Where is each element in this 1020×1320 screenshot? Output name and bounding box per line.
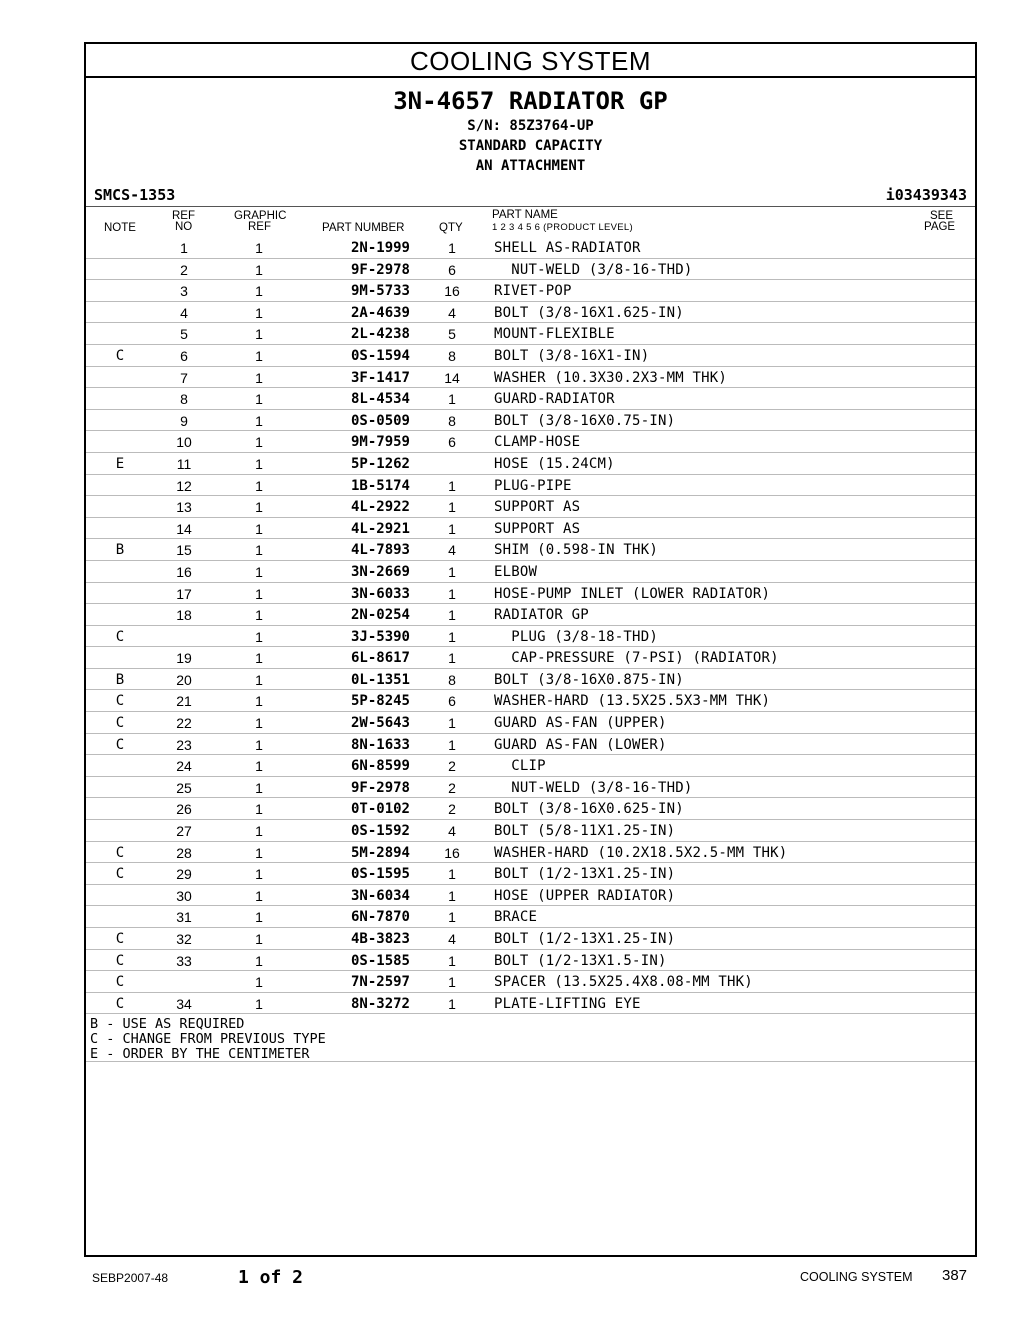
note-cell: C (115, 347, 125, 364)
ref-no-cell: 13 (176, 499, 192, 516)
ref-no-cell: 11 (176, 455, 192, 472)
part-name-cell: SUPPORT AS (494, 520, 581, 537)
ref-no-cell: 17 (176, 585, 192, 602)
qty-cell: 4 (448, 823, 456, 840)
part-number-cell: 1B-5174 (350, 477, 410, 494)
col-see-bottom: PAGE (924, 221, 956, 233)
note-line: E - ORDER BY THE CENTIMETER (90, 1046, 310, 1063)
part-number-cell: 9F-2978 (350, 779, 410, 796)
qty-cell: 4 (448, 304, 456, 321)
qty-cell: 6 (448, 261, 456, 278)
table-row (86, 561, 975, 583)
graphic-ref-cell: 1 (255, 887, 263, 904)
part-name-cell: BOLT (5/8-11X1.25-IN) (494, 823, 676, 840)
ref-no-cell: 20 (176, 671, 192, 688)
part-number-cell: 9M-5733 (350, 283, 410, 300)
graphic-ref-cell: 1 (255, 671, 263, 688)
part-name-cell: BRACE (494, 909, 538, 926)
graphic-ref-cell: 1 (255, 607, 263, 624)
graphic-ref-cell: 1 (255, 283, 263, 300)
qty-cell: 1 (448, 477, 456, 494)
table-row (86, 820, 975, 842)
graphic-ref-cell: 1 (255, 758, 263, 775)
table-row (86, 237, 975, 259)
ref-no-cell: 8 (180, 391, 188, 408)
part-name-cell: BOLT (3/8-16X1-IN) (494, 347, 650, 364)
note-cell: C (115, 931, 125, 947)
qty-cell: 1 (448, 607, 456, 624)
part-name-cell: GUARD-RADIATOR (494, 391, 615, 408)
table-row (86, 539, 975, 561)
graphic-ref-cell: 1 (255, 391, 263, 408)
part-number-cell: 3J-5390 (350, 628, 410, 645)
note-cell: C (115, 952, 125, 969)
part-name-cell: WASHER-HARD (10.2X18.5X2.5-MM THK) (494, 844, 788, 861)
qty-cell: 6 (448, 693, 456, 710)
part-number-cell: 6N-8599 (350, 758, 410, 775)
table-row (86, 755, 975, 777)
graphic-ref-cell: 1 (255, 455, 263, 472)
part-number-cell: 0S-1594 (350, 347, 410, 364)
page-of: 1 of 2 (238, 1267, 304, 1288)
part-number-cell: 9M-7959 (350, 434, 410, 451)
graphic-ref-cell: 1 (255, 326, 263, 343)
graphic-ref-cell: 1 (255, 779, 263, 796)
graphic-ref-cell: 1 (255, 542, 263, 559)
qty-cell: 1 (448, 974, 456, 991)
ref-no-cell: 25 (176, 779, 192, 796)
qty-cell: 8 (448, 412, 456, 429)
group-header (86, 86, 975, 176)
part-name-cell: WASHER-HARD (13.5X25.5X3-MM THK) (494, 693, 771, 710)
table-row (86, 453, 975, 475)
part-number-cell: 2A-4639 (350, 304, 410, 321)
qty-cell: 2 (448, 779, 456, 796)
table-row (86, 583, 975, 605)
part-name-cell: CLAMP-HOSE (494, 434, 581, 451)
graphic-ref-cell: 1 (255, 650, 263, 667)
serial-number: S/N: 85Z3764-UP (467, 118, 594, 134)
table-row (86, 431, 975, 453)
col-note: NOTE (104, 222, 136, 234)
part-number-cell: 0S-1585 (350, 952, 410, 969)
ref-no-cell: 19 (176, 650, 192, 667)
part-number-cell: 4L-7893 (350, 542, 410, 559)
table-row (86, 928, 975, 950)
graphic-ref-cell: 1 (255, 866, 263, 883)
qty-cell: 2 (448, 758, 456, 775)
col-ref-top: REF (172, 210, 195, 222)
part-name-cell: WASHER (10.3X30.2X3-MM THK) (494, 369, 727, 386)
qty-cell: 1 (448, 952, 456, 969)
part-name-cell: NUT-WELD (3/8-16-THD) (494, 261, 693, 278)
ref-no-cell: 34 (176, 995, 192, 1012)
qty-cell: 1 (448, 391, 456, 408)
part-name-cell: ELBOW (494, 563, 538, 580)
ref-no-cell: 12 (176, 477, 192, 494)
part-number-cell: 6N-7870 (350, 909, 410, 926)
note-cell: C (115, 715, 125, 732)
part-number-cell: 3N-2669 (350, 563, 410, 580)
part-name-cell: BOLT (3/8-16X0.625-IN) (494, 801, 684, 818)
part-name-cell: RIVET-POP (494, 283, 572, 300)
part-number-cell: 0S-1592 (350, 823, 410, 840)
graphic-ref-cell: 1 (255, 693, 263, 710)
table-row (86, 906, 975, 928)
ref-no-cell: 24 (176, 758, 192, 775)
page-number: 387 (942, 1267, 968, 1284)
graphic-ref-cell: 1 (255, 585, 263, 602)
ref-no-cell: 31 (176, 909, 192, 926)
part-name-cell: GUARD AS-FAN (LOWER) (494, 736, 667, 753)
part-name-cell: BOLT (3/8-16X0.875-IN) (494, 671, 684, 688)
part-number-cell: 3N-6033 (350, 585, 410, 602)
table-row (86, 475, 975, 497)
col-qty: QTY (439, 222, 463, 234)
part-name-cell: CLIP (494, 758, 546, 775)
graphic-ref-cell: 1 (255, 412, 263, 429)
col-ref-bottom: NO (175, 221, 193, 233)
graphic-ref-cell: 1 (255, 931, 263, 947)
table-row (86, 777, 975, 799)
ref-no-cell: 2 (180, 261, 188, 278)
qty-cell: 1 (448, 866, 456, 883)
ref-no-cell: 33 (176, 952, 192, 969)
graphic-ref-cell: 1 (255, 952, 263, 969)
notes-legend (86, 1014, 975, 1062)
graphic-ref-cell: 1 (255, 974, 263, 991)
group-title: 3N-4657 RADIATOR GP (393, 87, 668, 115)
part-number-cell: 3N-6034 (350, 887, 410, 904)
table-row (86, 647, 975, 669)
qty-cell: 1 (448, 563, 456, 580)
qty-cell: 4 (448, 542, 456, 559)
table-row (86, 345, 975, 367)
qty-cell: 6 (448, 434, 456, 451)
graphic-ref-cell: 1 (255, 347, 263, 364)
table-row (86, 798, 975, 820)
part-name-cell: PLUG-PIPE (494, 477, 572, 494)
ref-no-cell: 7 (180, 369, 188, 386)
col-graphic-top: GRAPHIC (234, 210, 287, 222)
note-cell: C (115, 995, 125, 1012)
col-part-name: PART NAME (492, 209, 558, 221)
table-row (86, 690, 975, 712)
ref-no-cell: 3 (180, 283, 188, 300)
qty-cell: 1 (448, 650, 456, 667)
col-graphic-bottom: REF (248, 221, 271, 233)
smcs-row (86, 184, 975, 207)
note-cell: C (115, 866, 125, 883)
parts-list (86, 237, 975, 1014)
qty-cell: 8 (448, 671, 456, 688)
graphic-ref-cell: 1 (255, 499, 263, 516)
note-cell: B (115, 671, 125, 688)
qty-cell: 1 (448, 887, 456, 904)
table-row (86, 863, 975, 885)
graphic-ref-cell: 1 (255, 477, 263, 494)
ref-no-cell: 21 (176, 693, 192, 710)
graphic-ref-cell: 1 (255, 715, 263, 732)
ref-no-cell: 4 (180, 304, 188, 321)
graphic-ref-cell: 1 (255, 995, 263, 1012)
part-name-cell: BOLT (3/8-16X1.625-IN) (494, 304, 684, 321)
part-name-cell: BOLT (1/2-13X1.25-IN) (494, 866, 676, 883)
part-name-cell: HOSE (UPPER RADIATOR) (494, 887, 676, 904)
ref-no-cell: 28 (176, 844, 192, 861)
graphic-ref-cell: 1 (255, 844, 263, 861)
part-name-cell: HOSE (15.24CM) (494, 455, 615, 472)
parts-page-frame (84, 42, 977, 1257)
part-number-cell: 8N-1633 (350, 736, 410, 753)
col-part-number: PART NUMBER (322, 222, 405, 234)
part-name-cell: GUARD AS-FAN (UPPER) (494, 715, 667, 732)
qty-cell: 16 (444, 844, 460, 861)
qty-cell: 1 (448, 995, 456, 1012)
part-number-cell: 8L-4534 (350, 391, 410, 408)
qty-cell: 2 (448, 801, 456, 818)
part-name-cell: BOLT (1/2-13X1.5-IN) (494, 952, 667, 969)
part-name-cell: BOLT (1/2-13X1.25-IN) (494, 931, 676, 947)
part-number-cell: 4L-2922 (350, 499, 410, 516)
part-name-cell: CAP-PRESSURE (7-PSI) (RADIATOR) (494, 650, 779, 667)
qty-cell: 1 (448, 628, 456, 645)
table-row (86, 410, 975, 432)
graphic-ref-cell: 1 (255, 823, 263, 840)
qty-cell: 1 (448, 909, 456, 926)
table-row (86, 323, 975, 345)
table-row (86, 496, 975, 518)
part-number-cell: 2N-0254 (350, 607, 410, 624)
note-cell: C (115, 628, 125, 645)
part-name-cell: PLUG (3/8-18-THD) (494, 628, 658, 645)
part-name-cell: RADIATOR GP (494, 607, 589, 624)
illustration-id: i03439343 (885, 186, 967, 204)
ref-no-cell: 22 (176, 715, 192, 732)
column-headers (86, 207, 975, 237)
note-line: B - USE AS REQUIRED (90, 1016, 245, 1033)
smcs-code: SMCS-1353 (94, 186, 176, 204)
document-id: SEBP2007-48 (92, 1271, 169, 1285)
qty-cell: 8 (448, 347, 456, 364)
part-name-cell: SPACER (13.5X25.4X8.08-MM THK) (494, 974, 753, 991)
ref-no-cell: 30 (176, 887, 192, 904)
ref-no-cell: 15 (176, 542, 192, 559)
capacity-label: STANDARD CAPACITY (458, 138, 603, 154)
table-row (86, 604, 975, 626)
part-number-cell: 5P-1262 (350, 455, 410, 472)
part-number-cell: 0S-1595 (350, 866, 410, 883)
table-row (86, 626, 975, 648)
graphic-ref-cell: 1 (255, 240, 263, 256)
part-name-cell: SHELL AS-RADIATOR (494, 240, 641, 256)
part-number-cell: 0S-0509 (350, 412, 410, 429)
graphic-ref-cell: 1 (255, 736, 263, 753)
table-row (86, 367, 975, 389)
part-name-cell: MOUNT-FLEXIBLE (494, 326, 615, 343)
table-row (86, 993, 975, 1015)
graphic-ref-cell: 1 (255, 520, 263, 537)
part-number-cell: 2W-5643 (350, 715, 410, 732)
qty-cell: 4 (448, 931, 456, 947)
ref-no-cell: 26 (176, 801, 192, 818)
table-row (86, 280, 975, 302)
qty-cell: 1 (448, 520, 456, 537)
graphic-ref-cell: 1 (255, 369, 263, 386)
graphic-ref-cell: 1 (255, 261, 263, 278)
note-line: C - CHANGE FROM PREVIOUS TYPE (90, 1031, 326, 1048)
ref-no-cell: 29 (176, 866, 192, 883)
part-name-cell: BOLT (3/8-16X0.75-IN) (494, 412, 676, 429)
footer-section: COOLING SYSTEM (800, 1270, 913, 1284)
part-number-cell: 5P-8245 (350, 693, 410, 710)
table-row (86, 734, 975, 756)
graphic-ref-cell: 1 (255, 563, 263, 580)
part-number-cell: 6L-8617 (350, 650, 410, 667)
part-name-cell: NUT-WELD (3/8-16-THD) (494, 779, 693, 796)
part-number-cell: 4L-2921 (350, 520, 410, 537)
note-cell: E (115, 455, 125, 472)
part-number-cell: 7N-2597 (350, 974, 410, 991)
ref-no-cell: 5 (180, 326, 188, 343)
qty-cell: 14 (444, 369, 460, 386)
table-row (86, 259, 975, 281)
ref-no-cell: 23 (176, 736, 192, 753)
table-row (86, 388, 975, 410)
graphic-ref-cell: 1 (255, 801, 263, 818)
part-name-cell: SHIM (0.598-IN THK) (494, 542, 658, 559)
table-row (86, 885, 975, 907)
table-row (86, 518, 975, 540)
part-number-cell: 2N-1999 (350, 240, 410, 256)
ref-no-cell: 18 (176, 607, 192, 624)
ref-no-cell: 6 (180, 347, 188, 364)
part-number-cell: 8N-3272 (350, 995, 410, 1012)
attachment-label: AN ATTACHMENT (475, 158, 586, 174)
part-name-cell: HOSE-PUMP INLET (LOWER RADIATOR) (494, 585, 771, 602)
ref-no-cell: 27 (176, 823, 192, 840)
note-cell: C (115, 974, 125, 991)
ref-no-cell: 1 (180, 240, 188, 256)
section-title: COOLING SYSTEM (86, 44, 975, 78)
graphic-ref-cell: 1 (255, 304, 263, 321)
qty-cell: 5 (448, 326, 456, 343)
note-cell: C (115, 844, 125, 861)
table-row (86, 971, 975, 993)
page-footer (0, 1268, 1020, 1292)
qty-cell: 1 (448, 715, 456, 732)
part-name-cell: SUPPORT AS (494, 499, 581, 516)
graphic-ref-cell: 1 (255, 628, 263, 645)
part-name-cell: PLATE-LIFTING EYE (494, 995, 641, 1012)
part-number-cell: 2L-4238 (350, 326, 410, 343)
table-row (86, 302, 975, 324)
ref-no-cell: 9 (180, 412, 188, 429)
qty-cell: 1 (448, 240, 456, 256)
qty-cell: 1 (448, 499, 456, 516)
note-cell: B (115, 542, 125, 559)
part-number-cell: 5M-2894 (350, 844, 410, 861)
note-cell: C (115, 693, 125, 710)
part-number-cell: 4B-3823 (350, 931, 410, 947)
col-see-top: SEE (930, 210, 954, 222)
part-number-cell: 0T-0102 (350, 801, 410, 818)
qty-cell: 1 (448, 585, 456, 602)
ref-no-cell: 10 (176, 434, 192, 451)
ref-no-cell: 32 (176, 931, 192, 947)
note-cell: C (115, 736, 125, 753)
ref-no-cell: 14 (176, 520, 192, 537)
table-row (86, 669, 975, 691)
col-product-level: 1 2 3 4 5 6 (PRODUCT LEVEL) (492, 222, 633, 233)
table-row (86, 712, 975, 734)
qty-cell: 16 (444, 283, 460, 300)
part-number-cell: 3F-1417 (350, 369, 410, 386)
ref-no-cell: 16 (176, 563, 192, 580)
qty-cell: 1 (448, 736, 456, 753)
table-row (86, 950, 975, 972)
table-row (86, 842, 975, 864)
part-number-cell: 9F-2978 (350, 261, 410, 278)
graphic-ref-cell: 1 (255, 434, 263, 451)
graphic-ref-cell: 1 (255, 909, 263, 926)
part-number-cell: 0L-1351 (350, 671, 410, 688)
